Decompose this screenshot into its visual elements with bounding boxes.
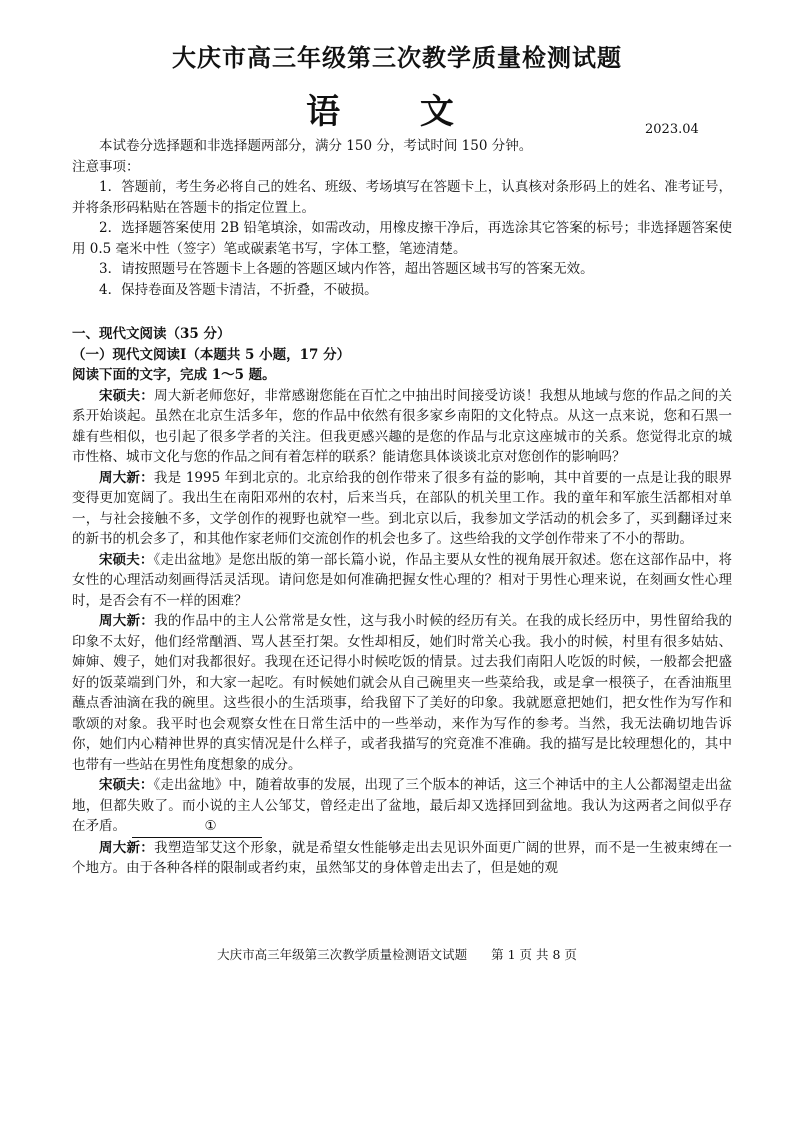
speaker-name: 周大新： [99, 469, 154, 486]
dialogue-text: 《走出盆地》中，随着故事的发展，出现了三个版本的神话，这三个神话中的主人公都渴望走出盆地，但都失败了。而小说的主人公邹艾，曾经走出了盆地，最后却又选择回到盆地。我认为这两者之间似乎存在矛盾。 [72, 777, 733, 834]
exam-body [72, 136, 732, 879]
exam-date: 2023.04 [645, 122, 699, 137]
dialogue-paragraph [72, 838, 732, 879]
spacer [72, 300, 732, 324]
dialogue-paragraph [72, 468, 732, 550]
dialogue-paragraph [72, 386, 732, 468]
section-instruction: 阅读下面的文字，完成 1～5 题。 [72, 367, 276, 383]
notes-heading: 注意事项： [72, 158, 140, 175]
dialogue-paragraph [72, 611, 732, 775]
dialogue-text: 我的作品中的主人公常常是女性，这与我小时候的经历有关。在我的成长经历中，男性留给我的印象不太好，他们经常酗酒、骂人甚至打架。女性却相反，她们时常关心我。我小的时候，村里有很多姑姑、婶婶、嫂子，她们对我都很好。我现在还记得小时候吃饭的情景。过去我们南阳人吃饭的时候，一般都会把盛好的饭菜端到门外，和大家一起吃。有时候她们就会从自己碗里夹一些菜给我，或是拿一根筷子，在香油瓶里蘸点香油滴在我的碗里。这些很小的生活琐事，给我留下了美好的印象。我就愿意把她们，把女性作为写作和歌颂的对象。我平时也会观察女性在日常生活中的一些举动，来作为写作的参考。当然，我无法确切地告诉你，她们内心精神世界的真实情况是什么样子，或者我描写的究竟准不准确。我的描写是比较理想化的，其中也带有一些站在男性角度想象的成分。 [72, 613, 733, 773]
exam-intro: 本试卷分选择题和非选择题两部分，满分 150 分，考试时间 150 分钟。 [99, 138, 533, 154]
speaker-name: 宋硕夫： [99, 777, 154, 793]
subject-title: 语 文 [306, 92, 488, 132]
dialogue-text: 我是 1995 年到北京的。北京给我的创作带来了很多有益的影响，其中首要的一点是让我的眼界变得更加宽阔了。我出生在南阳邓州的农村，后来当兵，在部队的机关里工作。我的童年和军旅生活都相对单一，与社会接触不多，文学创作的视野也就窄一些。到北京以后，我参加文学活动的机会多了，买到翻译过来的新书的机会多了，和其他作家老师们交流创作的机会也多了。这些给我的文学创作带来了不小的帮助。 [72, 469, 732, 547]
answer-blank: ① [132, 816, 262, 838]
dialogue-text: 周大新老师您好，非常感谢您能在百忙之中抽出时间接受访谈！我想从地域与您的作品之间的关系开始谈起。虽然在北京生活多年，您的作品中依然有很多家乡南阳的文化特点。从这一点来说，您和石黑一雄有些相似，也引起了很多学者的关注。但我更感兴趣的是您的作品与北京这座城市的关系。您觉得北京的城市性格、城市文化与您的作品之间有着怎样的联系？能请您具体谈谈北京对您创作的影响吗？ [72, 387, 733, 465]
dialogue-paragraph [72, 550, 732, 612]
section-subheading: （一）现代文阅读Ⅰ（本题共 5 小题，17 分） [72, 346, 351, 363]
section-heading: 一、现代文阅读（35 分） [72, 326, 231, 342]
dialogue-text: 我塑造邹艾这个形象，就是希望女性能够走出去见识外面更广阔的世界，而不是一生被束缚在一个地方。由于各种各样的限制或者约束，虽然邹艾的身体曾走出去了，但是她的观 [72, 839, 733, 876]
footer-title: 大庆市高三年级第三次教学质量检测语文试题 [217, 947, 468, 962]
speaker-name: 宋硕夫： [99, 551, 154, 568]
note-item: 1．答题前，考生务必将自己的姓名、班级、考场填写在答题卡上，认真核对条形码上的姓名、准考证号，并将条形码粘贴在答题卡的指定位置上。 [72, 179, 732, 216]
note-item: 4．保持卷面及答题卡清洁，不折叠，不破损。 [99, 281, 378, 298]
page-number: 第 1 页 共 8 页 [491, 947, 577, 962]
speaker-name: 周大新： [99, 613, 155, 629]
speaker-name: 宋硕夫： [99, 387, 155, 404]
note-item: 2．选择题答案使用 2B 铅笔填涂，如需改动，用橡皮擦干净后，再选涂其它答案的标号；非选择题答案使用 0.5 毫米中性（签字）笔或碳素笔书写，字体工整，笔迹清楚。 [72, 220, 732, 257]
page-footer [0, 945, 794, 963]
dialogue-paragraph [72, 775, 732, 838]
exam-title: 大庆市高三年级第三次教学质量检测试题 [172, 43, 622, 72]
note-item: 3．请按照题号在答题卡上各题的答题区域内作答，超出答题区域书写的答案无效。 [99, 261, 594, 277]
speaker-name: 周大新： [99, 839, 155, 856]
dialogue-text: 《走出盆地》是您出版的第一部长篇小说，作品主要从女性的视角展开叙述。您在这部作品中，将女性的心理活动刻画得活灵活现。请问您是如何准确把握女性心理的？相对于男性心理来说，在刻画女性心理时，是否会有不一样的困难？ [72, 551, 733, 609]
